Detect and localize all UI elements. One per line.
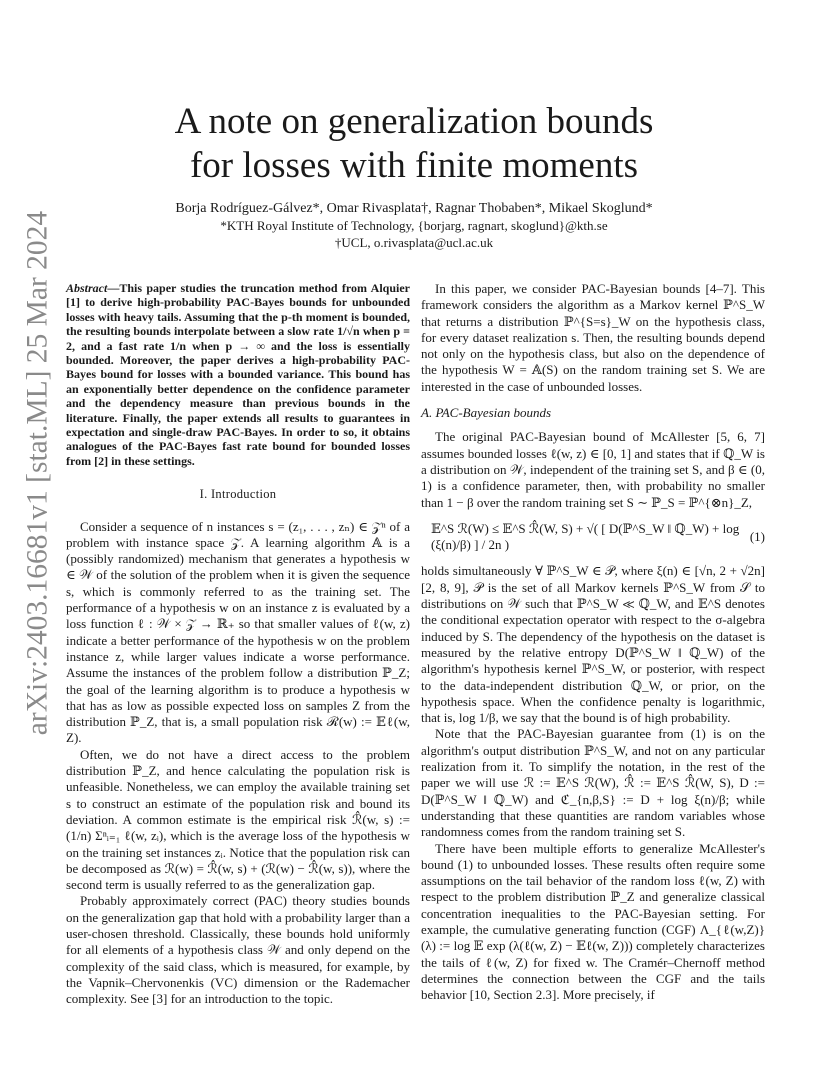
left-column bbox=[66, 281, 410, 1007]
intro-paragraph-1: Consider a sequence of n instances s = (z₁, . . . , zₙ) ∈ 𝒵ⁿ of a problem with instance space 𝒵. A learning algorithm 𝔸 is a (possibly randomized) mechanism that generates a hypothesis w ∈ 𝒲 of the solution of the problem when it is given the sequence s, which is commonly referred to as the training set. The performance of a hypothesis w on an instance z is evaluated by a loss function ℓ : 𝒲 × 𝒵 → ℝ₊ so that smaller values of ℓ(w, z) indicate a better performance of the hypothesis w on the problem instance z, while larger values indicate a worse performance. Assume the instances of the problem follow a distribution ℙ_Z; the goal of the learning algorithm is to produce a hypothesis w that has as low as possible expected loss on samples Z from the distribution ℙ_Z, that is, a small population risk ℛ(w) := 𝔼ℓ(w, Z). bbox=[66, 518, 410, 746]
right-paragraph-pac-bayes-intro: In this paper, we consider PAC-Bayesian bounds [4–7]. This framework considers the algorithm as a Markov kernel ℙ^S_W that returns a distribution ℙ^{S=s}_W on the hypothesis class, for every dataset realization s. Then, the resulting bounds depend not only on the hypothesis class, but also on the dependence of the hypothesis W = 𝔸(S) on the random training set S. We are interested in the case of unbounded losses. bbox=[421, 281, 765, 394]
equation-1-number: (1) bbox=[749, 529, 765, 544]
intro-paragraph-3: Probably approximately correct (PAC) theory studies bounds on the generalization gap that hold with a probability larger than a user-chosen threshold. Classically, these bounds hold uniformly for all elements of a hypothesis class 𝒲 and only depend on the complexity of the said class, which is measured, for example, by the Vapnik–Chervonenkis (VC) dimension or the Rademacher complexity. See [3] for an introduction to the topic. bbox=[66, 893, 410, 1007]
affiliation-ucl: †UCL, o.rivasplata@ucl.ac.uk bbox=[334, 235, 494, 250]
title-line-2: for losses with finite moments bbox=[189, 145, 639, 186]
right-paragraph-notation: Note that the PAC-Bayesian guarantee from (1) is on the algorithm's output distribution ℙ^S_W, and not on any particular realization from it. To simplify the notation, in the rest of the paper we will use ℛ := 𝔼^S ℛ(W), ℛ̂ := 𝔼^S ℛ̂(W, S), D := D(ℙ^S_W ‖ ℚ_W) and ℭ_{n,β,S} := D + log ξ(n)/β; while understanding that these quantities are random variables whose randomness comes from the random training set S. bbox=[421, 726, 765, 840]
right-paragraph-simultaneous: holds simultaneously ∀ ℙ^S_W ∈ 𝒫, where ξ(n) ∈ [√n, 2 + √2n] [2, 8, 9], 𝒫 is the set of all Markov kernels ℙ^S_W from 𝒮 to distributions on 𝒲 such that ℙ^S_W ≪ ℚ_W, and 𝔼^S denotes the conditional expectation operator with respect to the σ-algebra induced by S. The dependency of the hypothesis on the dataset is measured by the relative entropy D(ℙ^S_W ‖ ℚ_W) of the algorithm's hypothesis kernel ℙ^S_W, or posterior, with respect to the data-independent distribution ℚ_W, or prior, on the hypothesis space. When the confidence penalty is logarithmic, that is, log 1/β, we say that the bound is of high probability. bbox=[421, 563, 765, 726]
section-heading-introduction: I. Introduction bbox=[199, 487, 277, 502]
arxiv-identifier-text: arXiv:2403.16681v1 [stat.ML] 25 Mar 2024 bbox=[21, 210, 54, 735]
abstract-text: —This paper studies the truncation method from Alquier [1] to derive high-probability PAC-Bayes bounds for unbounded losses with heavy tails. Assuming that the p-th moment is bounded, the resulting bounds interpolate between a slow rate 1/√n when p = 2, and a fast rate 1/n when p → ∞ and the loss is essentially bounded. Moreover, the paper derives a high-probability PAC-Bayes bound for losses with a bounded variance. This bound has an exponentially better dependence on the confidence parameter and the dependency measure than previous bounds in the literature. Finally, the paper extends all results to guarantees in expectation and single-draw PAC-Bayes. In order to so, it obtains analogues of the PAC-Bayes fast rate bound for bounded losses from [2] in these settings. bbox=[66, 281, 410, 468]
equation-1 bbox=[421, 521, 765, 554]
arxiv-identifier-stamp bbox=[20, 210, 56, 735]
right-paragraph-mcallester: The original PAC-Bayesian bound of McAllester [5, 6, 7] assumes bounded losses ℓ(w, z) ∈ [0, 1] and states that if ℚ_W is a distribution on 𝒲, independent of the training set S, and β ∈ (0, 1) is a confidence parameter, then, with probability no smaller than 1 − β over the random training set S ∼ ℙ_S = ℙ^{⊗n}_Z, bbox=[421, 429, 765, 510]
subsection-heading-pac-bayesian-bounds: A. PAC-Bayesian bounds bbox=[421, 405, 552, 421]
equation-1-body: 𝔼^S ℛ(W) ≤ 𝔼^S ℛ̂(W, S) + √( [ D(ℙ^S_W ‖ ℚ_W) + log (ξ(n)/β) ] / 2n ) bbox=[431, 520, 740, 553]
abstract-label: Abstract bbox=[66, 281, 108, 295]
author-list: Borja Rodríguez-Gálvez*, Omar Rivasplata†, Ragnar Thobaben*, Mikael Skoglund* bbox=[175, 201, 653, 216]
paper-title bbox=[100, 100, 728, 188]
abstract bbox=[66, 281, 410, 468]
right-column bbox=[421, 281, 765, 1003]
affiliation-kth: *KTH Royal Institute of Technology, {borjarg, ragnart, skoglund}@kth.se bbox=[220, 218, 608, 233]
intro-paragraph-2: Often, we do not have a direct access to the problem distribution ℙ_Z, and hence calculating the population risk is unfeasible. Nonetheless, we can employ the available training set s to construct an estimate of the population risk and bound its deviation. A common estimate is the empirical risk ℛ̂(w, s) := (1/n) Σⁿᵢ₌₁ ℓ(w, zᵢ), which is the average loss of the hypothesis w on the training set instances zᵢ. Notice that the population risk can be decomposed as ℛ(w) = ℛ̂(w, s) + (ℛ(w) − ℛ̂(w, s)), where the second term is usually referred to as the generalization gap. bbox=[66, 746, 410, 893]
right-paragraph-unbounded: There have been multiple efforts to generalize McAllester's bound (1) to unbounded losses. These results often require some assumptions on the tail behavior of the random loss ℓ(w, Z) with respect to the problem distribution ℙ_Z and generalize classical concentration inequalities to the PAC-Bayesian setting. For example, the cumulative generating function (CGF) Λ_{ℓ(w,Z)}(λ) := log 𝔼 exp (λ(ℓ(w, Z) − 𝔼ℓ(w, Z))) completely characterizes the tails of ℓ(w, Z) for fixed w. The Cramér–Chernoff method determines the connection between the CGF and the tails behavior [10, Section 2.3]. More precisely, if bbox=[421, 840, 765, 1003]
title-line-1: A note on generalization bounds bbox=[174, 101, 654, 142]
